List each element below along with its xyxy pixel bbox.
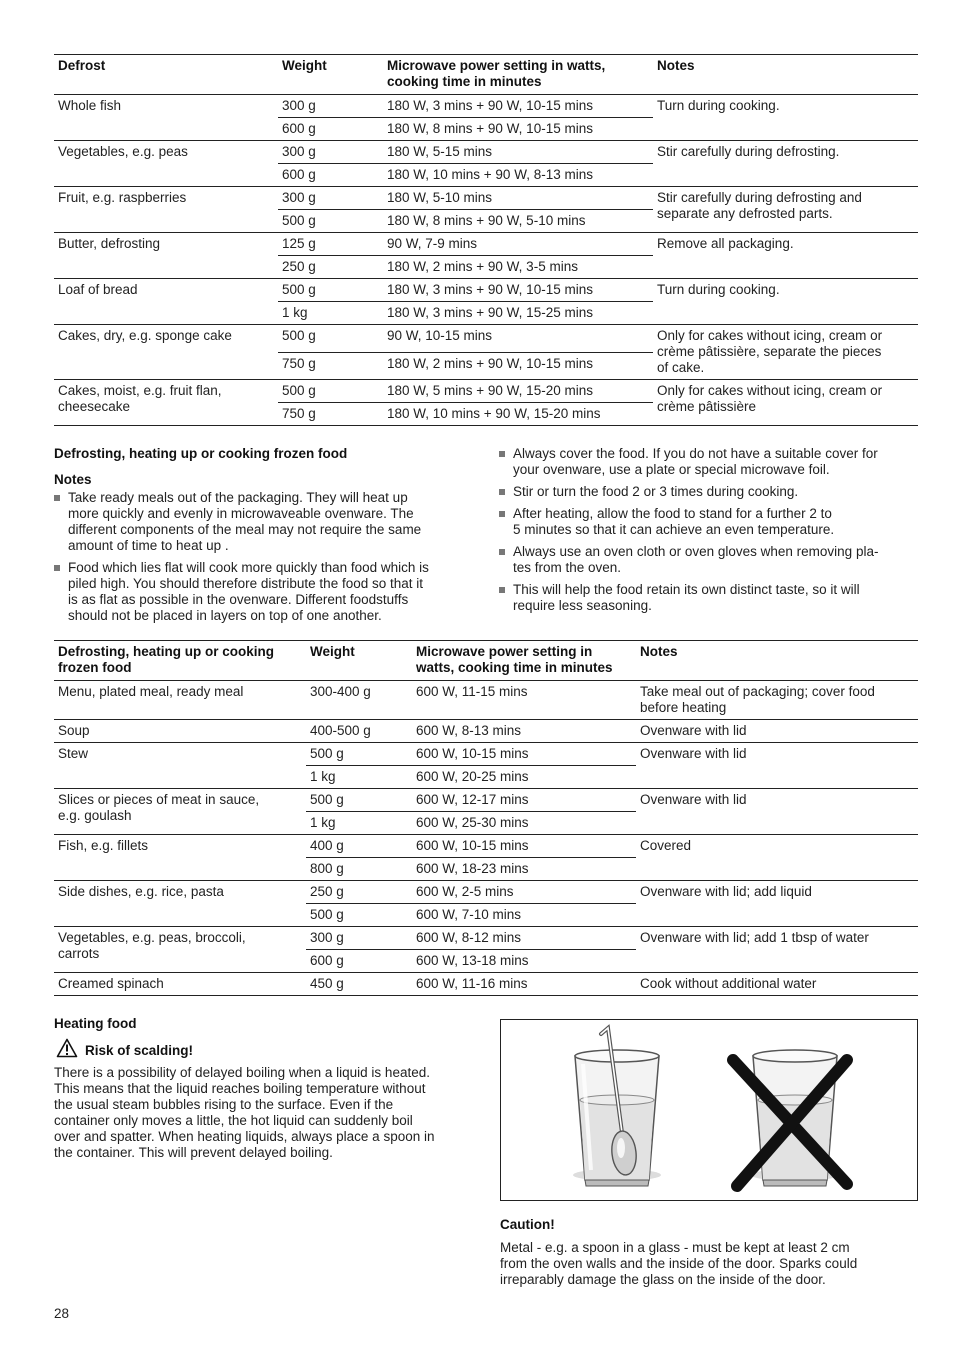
- notes-line: separate any defrosted parts.: [657, 206, 833, 221]
- power-cell: 600 W, 13-18 mins: [412, 950, 636, 973]
- paragraph-line: the container. This will prevent delayed boiling.: [54, 1145, 333, 1160]
- power-cell: 180 W, 8 mins + 90 W, 10-15 mins: [383, 118, 653, 141]
- weight-cell: 500 g: [278, 325, 383, 353]
- header-power: [383, 55, 653, 95]
- glass-spoon-illustration: [500, 1019, 918, 1201]
- table-row: [54, 789, 918, 812]
- bullet-text-line: your ovenware, use a plate or special microwave foil.: [513, 462, 830, 477]
- food-cell: [54, 233, 278, 279]
- food-label: Creamed spinach: [58, 976, 164, 991]
- paragraph-line: This means that the liquid reaches boiling temperature without: [54, 1081, 426, 1096]
- bullet-item: [499, 446, 919, 478]
- glass-with-spoon-icon: [573, 1028, 661, 1186]
- notes-cell: [653, 187, 918, 233]
- bullet-text-line: should not be placed in layers on top of one another.: [68, 608, 382, 623]
- weight-cell: 600 g: [278, 118, 383, 141]
- header-power-line: Microwave power setting in watts,: [387, 58, 606, 73]
- table-row: [54, 233, 918, 256]
- bullet-text-line: Always cover the food. If you do not have a suitable cover for: [513, 446, 878, 461]
- power-cell: 180 W, 8 mins + 90 W, 5-10 mins: [383, 210, 653, 233]
- food-label: Cakes, moist, e.g. fruit flan,: [58, 383, 222, 398]
- notes-line: Ovenware with lid: [640, 723, 747, 738]
- bullet-text-line: Always use an oven cloth or oven gloves when removing pla-: [513, 544, 879, 559]
- section-heading-frozen-food: Defrosting, heating up or cooking frozen food: [54, 446, 348, 461]
- weight-cell: 300 g: [306, 927, 412, 950]
- food-cell: [54, 187, 278, 233]
- notes-line: crème pâtissière, separate the pieces: [657, 344, 882, 359]
- power-cell: 600 W, 2-5 mins: [412, 881, 636, 904]
- table-row: [54, 325, 918, 353]
- food-cell: [54, 835, 306, 881]
- food-label: Menu, plated meal, ready meal: [58, 684, 244, 699]
- table-row: [54, 95, 918, 118]
- table-row: [54, 881, 918, 904]
- power-cell: 90 W, 10-15 mins: [383, 325, 653, 353]
- food-cell: [54, 927, 306, 973]
- weight-cell: 750 g: [278, 352, 383, 380]
- header-weight: Weight: [306, 641, 412, 681]
- power-cell: 600 W, 12-17 mins: [412, 789, 636, 812]
- notes-line: Stir carefully during defrosting.: [657, 144, 840, 159]
- header-food-line: frozen food: [58, 660, 132, 675]
- weight-cell: 500 g: [278, 279, 383, 302]
- notes-cell: [636, 973, 918, 996]
- header-power-line: cooking time in minutes: [387, 74, 542, 89]
- food-cell: [54, 743, 306, 789]
- notes-line: Ovenware with lid: [640, 792, 747, 807]
- power-cell: 600 W, 7-10 mins: [412, 904, 636, 927]
- power-cell: 180 W, 5-15 mins: [383, 141, 653, 164]
- weight-cell: 500 g: [306, 789, 412, 812]
- notes-cell: [636, 720, 918, 743]
- food-cell: [54, 881, 306, 927]
- header-frozen-food: [54, 641, 306, 681]
- paragraph-line: the usual steam bubbles rising to the surface. Even if the: [54, 1097, 394, 1112]
- table-row: [54, 973, 918, 996]
- notes-heading: Notes: [54, 472, 92, 487]
- food-cell: [54, 789, 306, 835]
- power-cell: 180 W, 2 mins + 90 W, 3-5 mins: [383, 256, 653, 279]
- notes-line: Cook without additional water: [640, 976, 817, 991]
- caution-heading: Caution!: [500, 1217, 555, 1232]
- table-row: [54, 927, 918, 950]
- power-cell: 180 W, 5-10 mins: [383, 187, 653, 210]
- notes-cell: [653, 380, 918, 426]
- food-label: Loaf of bread: [58, 282, 138, 297]
- table-row: [54, 681, 918, 720]
- food-label: e.g. goulash: [58, 808, 132, 823]
- weight-cell: 500 g: [306, 743, 412, 766]
- weight-cell: 300 g: [278, 141, 383, 164]
- notes-line: of cake.: [657, 360, 705, 375]
- notes-cell: [636, 789, 918, 835]
- weight-cell: 600 g: [306, 950, 412, 973]
- bullet-text-line: different components of the meal may not require the same: [68, 522, 422, 537]
- page-number: 28: [54, 1306, 70, 1321]
- food-cell: [54, 95, 278, 141]
- food-cell: [54, 279, 278, 325]
- header-notes: Notes: [653, 55, 918, 95]
- warning-triangle-icon: [56, 1038, 78, 1058]
- notes-cell: [636, 835, 918, 881]
- weight-cell: 500 g: [278, 380, 383, 403]
- power-cell: 600 W, 11-16 mins: [412, 973, 636, 996]
- notes-cell: [653, 141, 918, 187]
- food-label: Butter, defrosting: [58, 236, 161, 251]
- caution-paragraph: [500, 1240, 920, 1288]
- notes-line: Only for cakes without icing, cream or: [657, 328, 883, 343]
- power-cell: 180 W, 2 mins + 90 W, 10-15 mins: [383, 352, 653, 380]
- food-label: Soup: [58, 723, 90, 738]
- food-label: Fruit, e.g. raspberries: [58, 190, 187, 205]
- header-power-line: watts, cooking time in minutes: [416, 660, 613, 675]
- weight-cell: 125 g: [278, 233, 383, 256]
- paragraph-line: irreparably damage the glass on the inside of the door.: [500, 1272, 826, 1287]
- power-cell: 600 W, 10-15 mins: [412, 835, 636, 858]
- food-cell: [54, 380, 278, 426]
- table-row: [54, 380, 918, 403]
- bullet-square-icon: [54, 495, 60, 501]
- weight-cell: 1 kg: [278, 302, 383, 325]
- notes-line: Ovenware with lid; add 1 tbsp of water: [640, 930, 869, 945]
- food-cell: [54, 681, 306, 720]
- notes-line: Turn during cooking.: [657, 282, 780, 297]
- notes-cell: [636, 881, 918, 927]
- bullet-text-line: Stir or turn the food 2 or 3 times during cooking.: [513, 484, 799, 499]
- notes-line: crème pâtissière: [657, 399, 757, 414]
- food-label: Side dishes, e.g. rice, pasta: [58, 884, 224, 899]
- notes-line: Stir carefully during defrosting and: [657, 190, 862, 205]
- header-power: [412, 641, 636, 681]
- bullet-square-icon: [499, 587, 505, 593]
- bullet-text-line: This will help the food retain its own distinct taste, so it will: [513, 582, 860, 597]
- heading-heating-food: Heating food: [54, 1016, 137, 1031]
- bullet-text-line: more quickly and evenly in microwaveable ovenware. The: [68, 506, 414, 521]
- power-cell: 600 W, 8-12 mins: [412, 927, 636, 950]
- bullet-item: [499, 582, 919, 614]
- power-cell: 180 W, 10 mins + 90 W, 15-20 mins: [383, 403, 653, 426]
- defrost-table-header: [54, 55, 918, 95]
- power-cell: 600 W, 18-23 mins: [412, 858, 636, 881]
- notes-cell: [636, 743, 918, 789]
- weight-cell: 750 g: [278, 403, 383, 426]
- notes-cell: [636, 681, 918, 720]
- bullet-square-icon: [499, 489, 505, 495]
- notes-list-left: [54, 490, 474, 630]
- food-label: Cakes, dry, e.g. sponge cake: [58, 328, 232, 343]
- bullet-text-line: piled high. You should therefore distribute the food so that it: [68, 576, 424, 591]
- notes-cell: [653, 279, 918, 325]
- paragraph-line: There is a possibility of delayed boiling when a liquid is heated.: [54, 1065, 430, 1080]
- paragraph-line: Metal - e.g. a spoon in a glass - must be kept at least 2 cm: [500, 1240, 850, 1255]
- notes-line: Take meal out of packaging; cover food: [640, 684, 875, 699]
- bullet-text-line: require less seasoning.: [513, 598, 652, 613]
- notes-line: Ovenware with lid; add liquid: [640, 884, 812, 899]
- food-label: carrots: [58, 946, 100, 961]
- bullet-item: [499, 506, 919, 538]
- bullet-text-line: Food which lies flat will cook more quickly than food which is: [68, 560, 429, 575]
- weight-cell: 400-500 g: [306, 720, 412, 743]
- weight-cell: 300 g: [278, 95, 383, 118]
- bullet-text-line: 5 minutes so that it can achieve an even temperature.: [513, 522, 835, 537]
- bullet-item: [499, 484, 919, 500]
- power-cell: 600 W, 25-30 mins: [412, 812, 636, 835]
- power-cell: 180 W, 3 mins + 90 W, 10-15 mins: [383, 279, 653, 302]
- bullet-text-line: is as flat as possible in the ovenware. Different foodstuffs: [68, 592, 409, 607]
- header-food-line: Defrosting, heating up or cooking: [58, 644, 274, 659]
- food-label: cheesecake: [58, 399, 131, 414]
- food-cell: [54, 973, 306, 996]
- food-cell: [54, 720, 306, 743]
- weight-cell: 300 g: [278, 187, 383, 210]
- bullet-item: [54, 490, 474, 554]
- food-label: Vegetables, e.g. peas: [58, 144, 188, 159]
- power-cell: 180 W, 3 mins + 90 W, 15-25 mins: [383, 302, 653, 325]
- weight-cell: 450 g: [306, 973, 412, 996]
- weight-cell: 300-400 g: [306, 681, 412, 720]
- bullet-square-icon: [54, 565, 60, 571]
- notes-line: Ovenware with lid: [640, 746, 747, 761]
- frozen-food-table: [54, 640, 918, 996]
- notes-line: before heating: [640, 700, 727, 715]
- weight-cell: 600 g: [278, 164, 383, 187]
- bullet-text-line: tes from the oven.: [513, 560, 622, 575]
- notes-line: Only for cakes without icing, cream or: [657, 383, 883, 398]
- notes-cell: [653, 95, 918, 141]
- weight-cell: 1 kg: [306, 766, 412, 789]
- notes-list-right: [499, 446, 919, 620]
- table-row: [54, 279, 918, 302]
- paragraph-line: container only moves a little, the hot liquid can suddenly boil: [54, 1113, 413, 1128]
- weight-cell: 500 g: [306, 904, 412, 927]
- food-label: Vegetables, e.g. peas, broccoli,: [58, 930, 246, 945]
- paragraph-line: from the oven walls and the inside of the door. Sparks could: [500, 1256, 858, 1271]
- weight-cell: 800 g: [306, 858, 412, 881]
- table-row: [54, 141, 918, 164]
- bullet-item: [499, 544, 919, 576]
- food-label: Stew: [58, 746, 89, 761]
- food-label: Fish, e.g. fillets: [58, 838, 149, 853]
- bullet-text-line: amount of time to heat up .: [68, 538, 229, 553]
- scalding-paragraph: [54, 1065, 484, 1161]
- header-defrost: Defrost: [54, 55, 278, 95]
- power-cell: 180 W, 3 mins + 90 W, 10-15 mins: [383, 95, 653, 118]
- notes-line: Turn during cooking.: [657, 98, 780, 113]
- power-cell: 600 W, 20-25 mins: [412, 766, 636, 789]
- frozen-table-header: [54, 641, 918, 681]
- table-row: [54, 187, 918, 210]
- table-row: [54, 743, 918, 766]
- weight-cell: 500 g: [278, 210, 383, 233]
- paragraph-line: over and spatter. When heating liquids, always place a spoon in: [54, 1129, 435, 1144]
- header-power-line: Microwave power setting in: [416, 644, 593, 659]
- food-label: Slices or pieces of meat in sauce,: [58, 792, 260, 807]
- power-cell: 180 W, 5 mins + 90 W, 15-20 mins: [383, 380, 653, 403]
- table-row: [54, 835, 918, 858]
- food-cell: [54, 141, 278, 187]
- notes-line: Covered: [640, 838, 692, 853]
- bullet-text-line: After heating, allow the food to stand for a further 2 to: [513, 506, 832, 521]
- notes-cell: [653, 233, 918, 279]
- table-row: [54, 720, 918, 743]
- food-cell: [54, 325, 278, 380]
- header-notes: Notes: [636, 641, 918, 681]
- power-cell: 600 W, 10-15 mins: [412, 743, 636, 766]
- power-cell: 180 W, 10 mins + 90 W, 8-13 mins: [383, 164, 653, 187]
- weight-cell: 250 g: [278, 256, 383, 279]
- defrost-table: [54, 54, 918, 426]
- bullet-square-icon: [499, 549, 505, 555]
- weight-cell: 250 g: [306, 881, 412, 904]
- notes-cell: [653, 325, 918, 380]
- power-cell: 600 W, 8-13 mins: [412, 720, 636, 743]
- food-label: Whole fish: [58, 98, 122, 113]
- weight-cell: 400 g: [306, 835, 412, 858]
- bullet-text-line: Take ready meals out of the packaging. They will heat up: [68, 490, 408, 505]
- warning-heading: Risk of scalding!: [85, 1043, 194, 1058]
- power-cell: 90 W, 7-9 mins: [383, 233, 653, 256]
- bullet-item: [54, 560, 474, 624]
- notes-cell: [636, 927, 918, 973]
- header-weight: Weight: [278, 55, 383, 95]
- bullet-square-icon: [499, 511, 505, 517]
- weight-cell: 1 kg: [306, 812, 412, 835]
- notes-line: Remove all packaging.: [657, 236, 794, 251]
- power-cell: 600 W, 11-15 mins: [412, 681, 636, 720]
- bullet-square-icon: [499, 451, 505, 457]
